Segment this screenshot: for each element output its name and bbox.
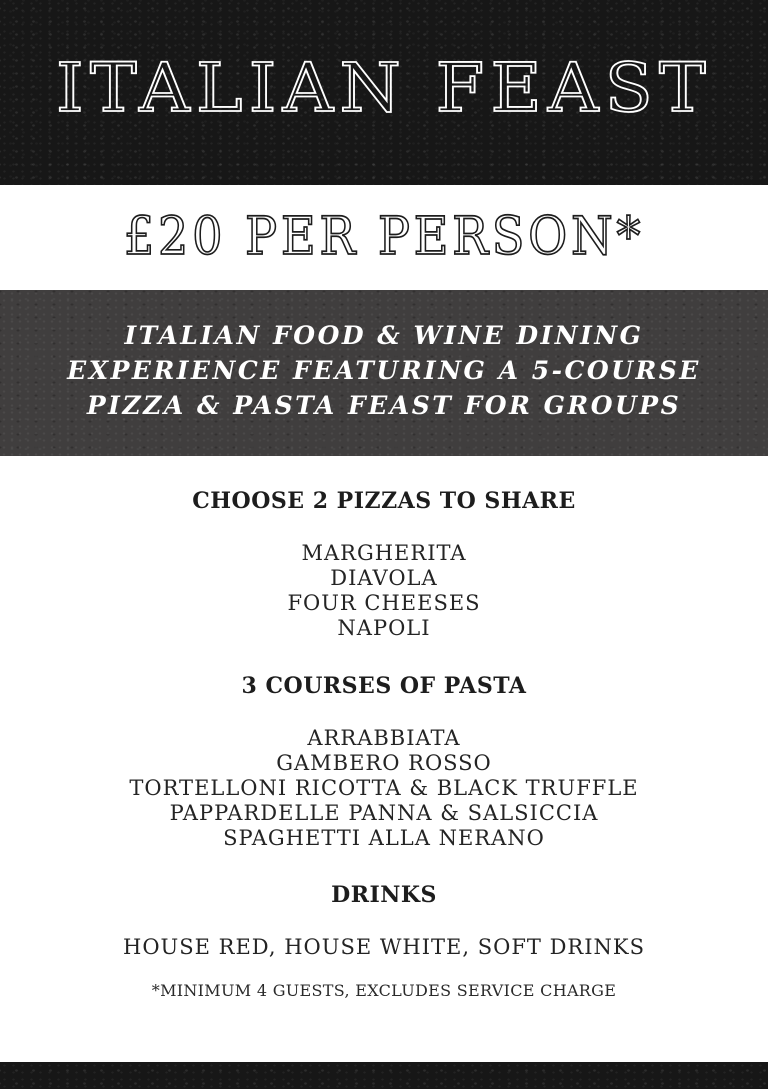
price-graphic <box>0 185 768 290</box>
menu-item: ARRABBIATA <box>307 726 461 750</box>
menu-item: GAMBERO ROSSO <box>276 751 492 775</box>
tagline-line-3: PIZZA & PASTA FEAST FOR GROUPS <box>86 391 682 420</box>
menu-body <box>0 486 768 1000</box>
price-section <box>0 185 768 290</box>
menu-title-graphic <box>0 0 768 185</box>
footnote: *MINIMUM 4 GUESTS, EXCLUDES SERVICE CHARGE <box>151 981 617 1000</box>
top-banner <box>0 0 768 185</box>
section-heading-drinks: DRINKS <box>331 882 437 908</box>
price-heading: £20 PER PERSON* <box>124 207 644 267</box>
menu-item: PAPPARDELLE PANNA & SALSICCIA <box>169 801 599 825</box>
menu-item: NAPOLI <box>337 616 431 640</box>
tagline-banner <box>0 290 768 456</box>
pizza-items <box>0 541 768 641</box>
section-heading-pasta: 3 COURSES OF PASTA <box>241 673 527 699</box>
menu-item: MARGHERITA <box>301 541 467 565</box>
tagline-line-1: ITALIAN FOOD & WINE DINING <box>124 321 644 350</box>
menu-item: DIAVOLA <box>330 566 438 590</box>
section-heading-pizzas: CHOOSE 2 PIZZAS TO SHARE <box>192 488 576 514</box>
menu-item: FOUR CHEESES <box>287 591 481 615</box>
menu-item: TORTELLONI RICOTTA & BLACK TRUFFLE <box>129 776 639 800</box>
menu-title: ITALIAN FEAST <box>56 49 712 127</box>
drinks-items <box>0 935 768 960</box>
menu-item: SPAGHETTI ALLA NERANO <box>223 826 545 850</box>
bottom-bar <box>0 1062 768 1089</box>
menu-item: HOUSE RED, HOUSE WHITE, SOFT DRINKS <box>123 935 645 959</box>
pasta-items <box>0 726 768 851</box>
tagline-line-2: EXPERIENCE FEATURING A 5-COURSE <box>67 356 701 385</box>
